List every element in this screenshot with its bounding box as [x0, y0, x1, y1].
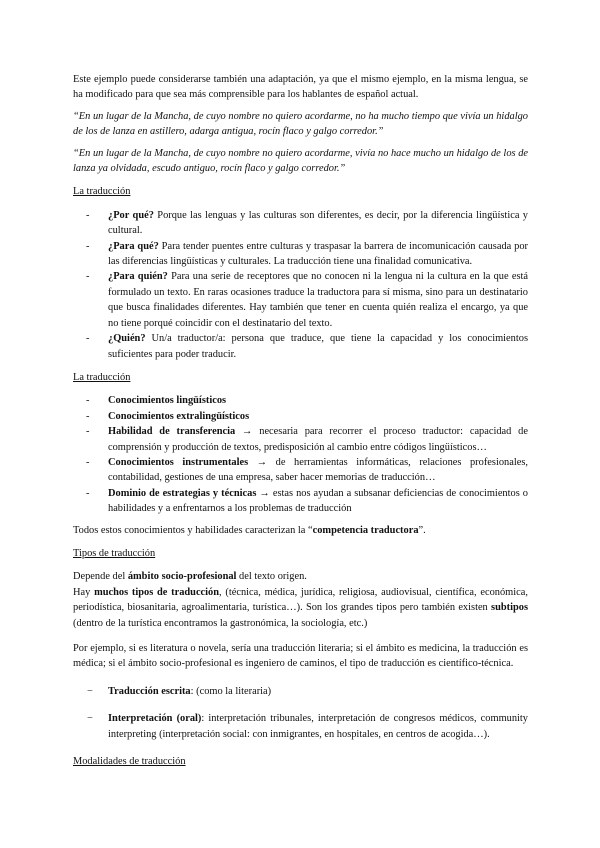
- section-heading-modalidades: Modalidades de traducción: [73, 756, 186, 768]
- competence-summary: Todos estos conocimientos y habilidades caracterizan la “competencia traductora”.: [73, 524, 426, 536]
- list-item: - ¿Para quién? Para una serie de receptores que no conocen ni la lengua ni la cultura en la que está formulado un texto. En raras ocasiones traduce la traductora para sí misma, sino para un destinatario que busca finalidades diferentes. Hay también que tener en cuenta quién realiza el encargo, ya que no tiene porqué coincidir con el destinatario del texto.: [86, 271, 528, 329]
- list-item: - Dominio de estrategias y técnicas → estas nos ayudan a subsanar deficiencias de conocimientos o habilidades y a enfrentarnos a los problemas de traducción: [86, 487, 528, 515]
- question-list: [73, 208, 528, 362]
- list-item: − Traducción escrita: (como la literaria): [87, 685, 272, 697]
- list-item: - ¿Quién? Un/a traductor/a: persona que traduce, que tiene la capacidad y los conocimientos suficientes para poder traducir.: [86, 333, 528, 360]
- tipos-list: [73, 684, 528, 742]
- quote-adapted: “En un lugar de la Mancha, de cuyo nombre no quiero acordarme, vivía no hace mucho un hidalgo de los de lanza ya olvidada, escudo antiguo, rocín flaco y galgo corredor.”: [73, 147, 528, 175]
- list-item: - Habilidad de transferencia → necesaria para recorrer el proceso traductor: capacidad de comprensión y producción de textos, predisposición al cambio entre códigos lingüísticos…: [86, 426, 528, 453]
- list-item: - Conocimientos extralingüísticos: [86, 410, 250, 422]
- list-item: - Conocimientos instrumentales → de herramientas informáticas, relaciones profesionales, contabilidad, gestiones de una empresa, saber hacer memorias de traducción…: [86, 456, 528, 484]
- list-item: - ¿Para qué? Para tender puentes entre culturas y traspasar la barrera de incomunicación causada por las diferencias lingüísticas y culturales. La traducción tiene una finalidad comunicativa.: [86, 240, 528, 268]
- list-item: - ¿Por qué? Porque las lenguas y las culturas son diferentes, es decir, por la diferencia lingüística y cultural.: [86, 209, 529, 237]
- list-item: − Interpretación (oral): interpretación tribunales, interpretación de congresos médicos, community interpreting (interpretación social: con inmigrantes, en hospitales, en centros de acogida…).: [87, 713, 529, 740]
- competence-list: [73, 393, 528, 516]
- quote-original: “En un lugar de la Mancha, de cuyo nombre no quiero acordarme, no ha mucho tiempo que vivía un hidalgo de los de lanza en astillero, adarga antigua, rocín flaco y galgo corredor.”: [73, 110, 528, 138]
- document-page: [73, 72, 528, 777]
- list-item: - Conocimientos lingüísticos: [86, 395, 227, 407]
- intro-paragraph: Este ejemplo puede considerarse también una adaptación, ya que el mismo ejemplo, en la misma lengua, se ha modificado para que sea más comprensible para los hablantes de español actual.: [73, 74, 528, 101]
- tipos-paragraph-2: Hay muchos tipos de traducción, (técnica, médica, jurídica, religiosa, audiovisual, científica, económica, periodística, biosanitaria, agroalimentaria, turística…). Son los grandes tipos pero también existen subtipos (dentro de la turística encontramos la gastronómica, la sociología, etc.): [73, 586, 528, 629]
- section-heading-competencias: La traducción: [73, 371, 131, 383]
- section-heading-tipos: Tipos de traducción: [73, 547, 156, 559]
- tipos-paragraph-3: Por ejemplo, si es literatura o novela, sería una traducción literaria; si el ámbito es medicina, la traducción es médica; si el ámbito socio-profesional es ingeniero de caminos, el tipo de traducción es científico-técnica.: [73, 643, 528, 670]
- tipos-paragraph-1: Depende del ámbito socio-profesional del texto origen.: [73, 571, 307, 583]
- section-heading-traduccion: La traducción: [73, 186, 131, 198]
